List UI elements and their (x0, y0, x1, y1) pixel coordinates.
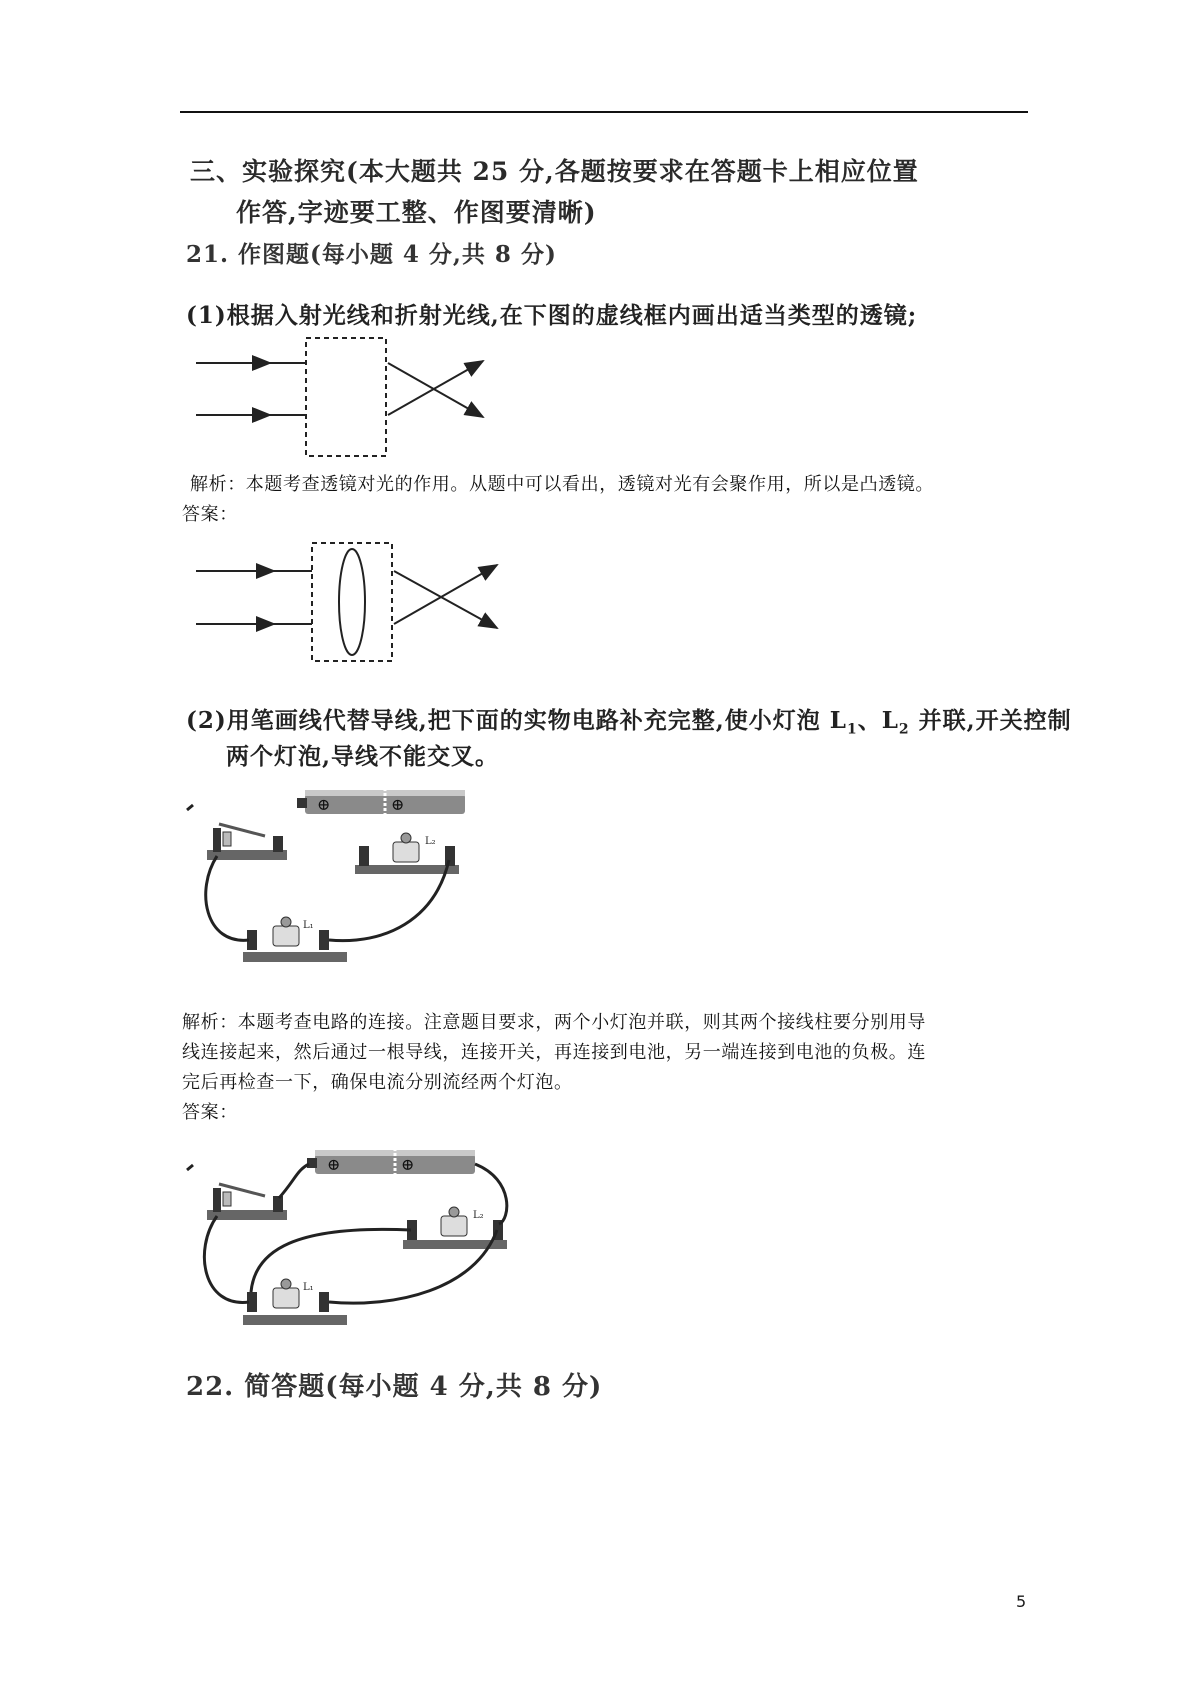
battery-plus-2: ⊕ (391, 795, 405, 814)
battery (307, 1148, 475, 1176)
part2-analysis-line3: 完后再检查一下，确保电流分别流经两个灯泡。 (182, 1072, 573, 1093)
part1-analysis: 解析：本题考查透镜对光的作用。从题中可以看出，透镜对光有会聚作用，所以是凸透镜。 (190, 474, 934, 495)
question-21-part2-prompt (186, 702, 1072, 738)
prompt-text-c: 并联,开关控制 (909, 707, 1072, 734)
refracted-ray-1 (388, 363, 483, 417)
battery-plus-2: ⊕ (401, 1155, 415, 1174)
lamp-L2-label: L₂ (473, 1210, 484, 1221)
wire-switch-to-battery (279, 1164, 309, 1198)
switch (187, 805, 287, 860)
part2-answer-label: 答案： (182, 1102, 238, 1123)
part2-analysis-line1: 解析：本题考查电路的连接。注意题目要求，两个小灯泡并联，则其两个接线柱要分别用导 (182, 1012, 926, 1033)
refracted-ray-1 (394, 571, 497, 628)
lamp-L2-label: L₂ (425, 836, 436, 847)
lens-question-diagram (190, 330, 510, 460)
section-title-line2: 作答,字迹要工整、作图要清晰) (236, 198, 597, 227)
lamp-L1-label: L₁ (303, 920, 314, 931)
page-number: 5 (1016, 1592, 1027, 1611)
section-title-line1: 三、实验探究(本大题共 25 分,各题按要求在答题卡上相应位置 (190, 157, 919, 186)
lamp-L1-label: L₁ (303, 1282, 314, 1293)
header-rule (180, 111, 1028, 113)
question-21-title: 21. 作图题(每小题 4 分,共 8 分) (186, 241, 557, 268)
wire-switch-to-L1 (206, 856, 249, 940)
battery-plus-1: ⊕ (317, 795, 331, 814)
lens-answer-diagram (192, 535, 522, 665)
part2-analysis-line2: 线连接起来，然后通过一根导线，连接开关，再连接到电池，另一端连接到电池的负极。连 (182, 1042, 926, 1063)
dashed-lens-box (306, 338, 386, 456)
wire-switch-to-L1 (204, 1216, 249, 1302)
battery (297, 788, 465, 816)
lamp-L2 (355, 833, 459, 874)
convex-lens (339, 549, 365, 655)
subscript-1: 1 (846, 721, 858, 738)
refracted-ray-2 (394, 565, 497, 624)
prompt-text-b: 、L (857, 707, 899, 734)
prompt-text-a: (2)用笔画线代替导线,把下面的实物电路补充完整,使小灯泡 L (186, 707, 847, 734)
dashed-lens-box (312, 543, 392, 661)
subscript-2: 2 (898, 721, 910, 738)
question-21-part2-prompt-line2: 两个灯泡,导线不能交叉。 (226, 743, 500, 770)
wire-L1-left-to-L2-left (251, 1229, 411, 1292)
question-21-part1-prompt: (1)根据入射光线和折射光线,在下图的虚线框内画出适当类型的透镜; (186, 302, 918, 329)
circuit-question-diagram (185, 780, 505, 980)
battery-plus-1: ⊕ (327, 1155, 341, 1174)
part1-answer-label: 答案： (182, 504, 238, 525)
refracted-ray-2 (388, 361, 483, 415)
circuit-answer-diagram (185, 1140, 525, 1340)
switch (187, 1165, 287, 1220)
question-22-title: 22. 简答题(每小题 4 分,共 8 分) (186, 1372, 603, 1402)
